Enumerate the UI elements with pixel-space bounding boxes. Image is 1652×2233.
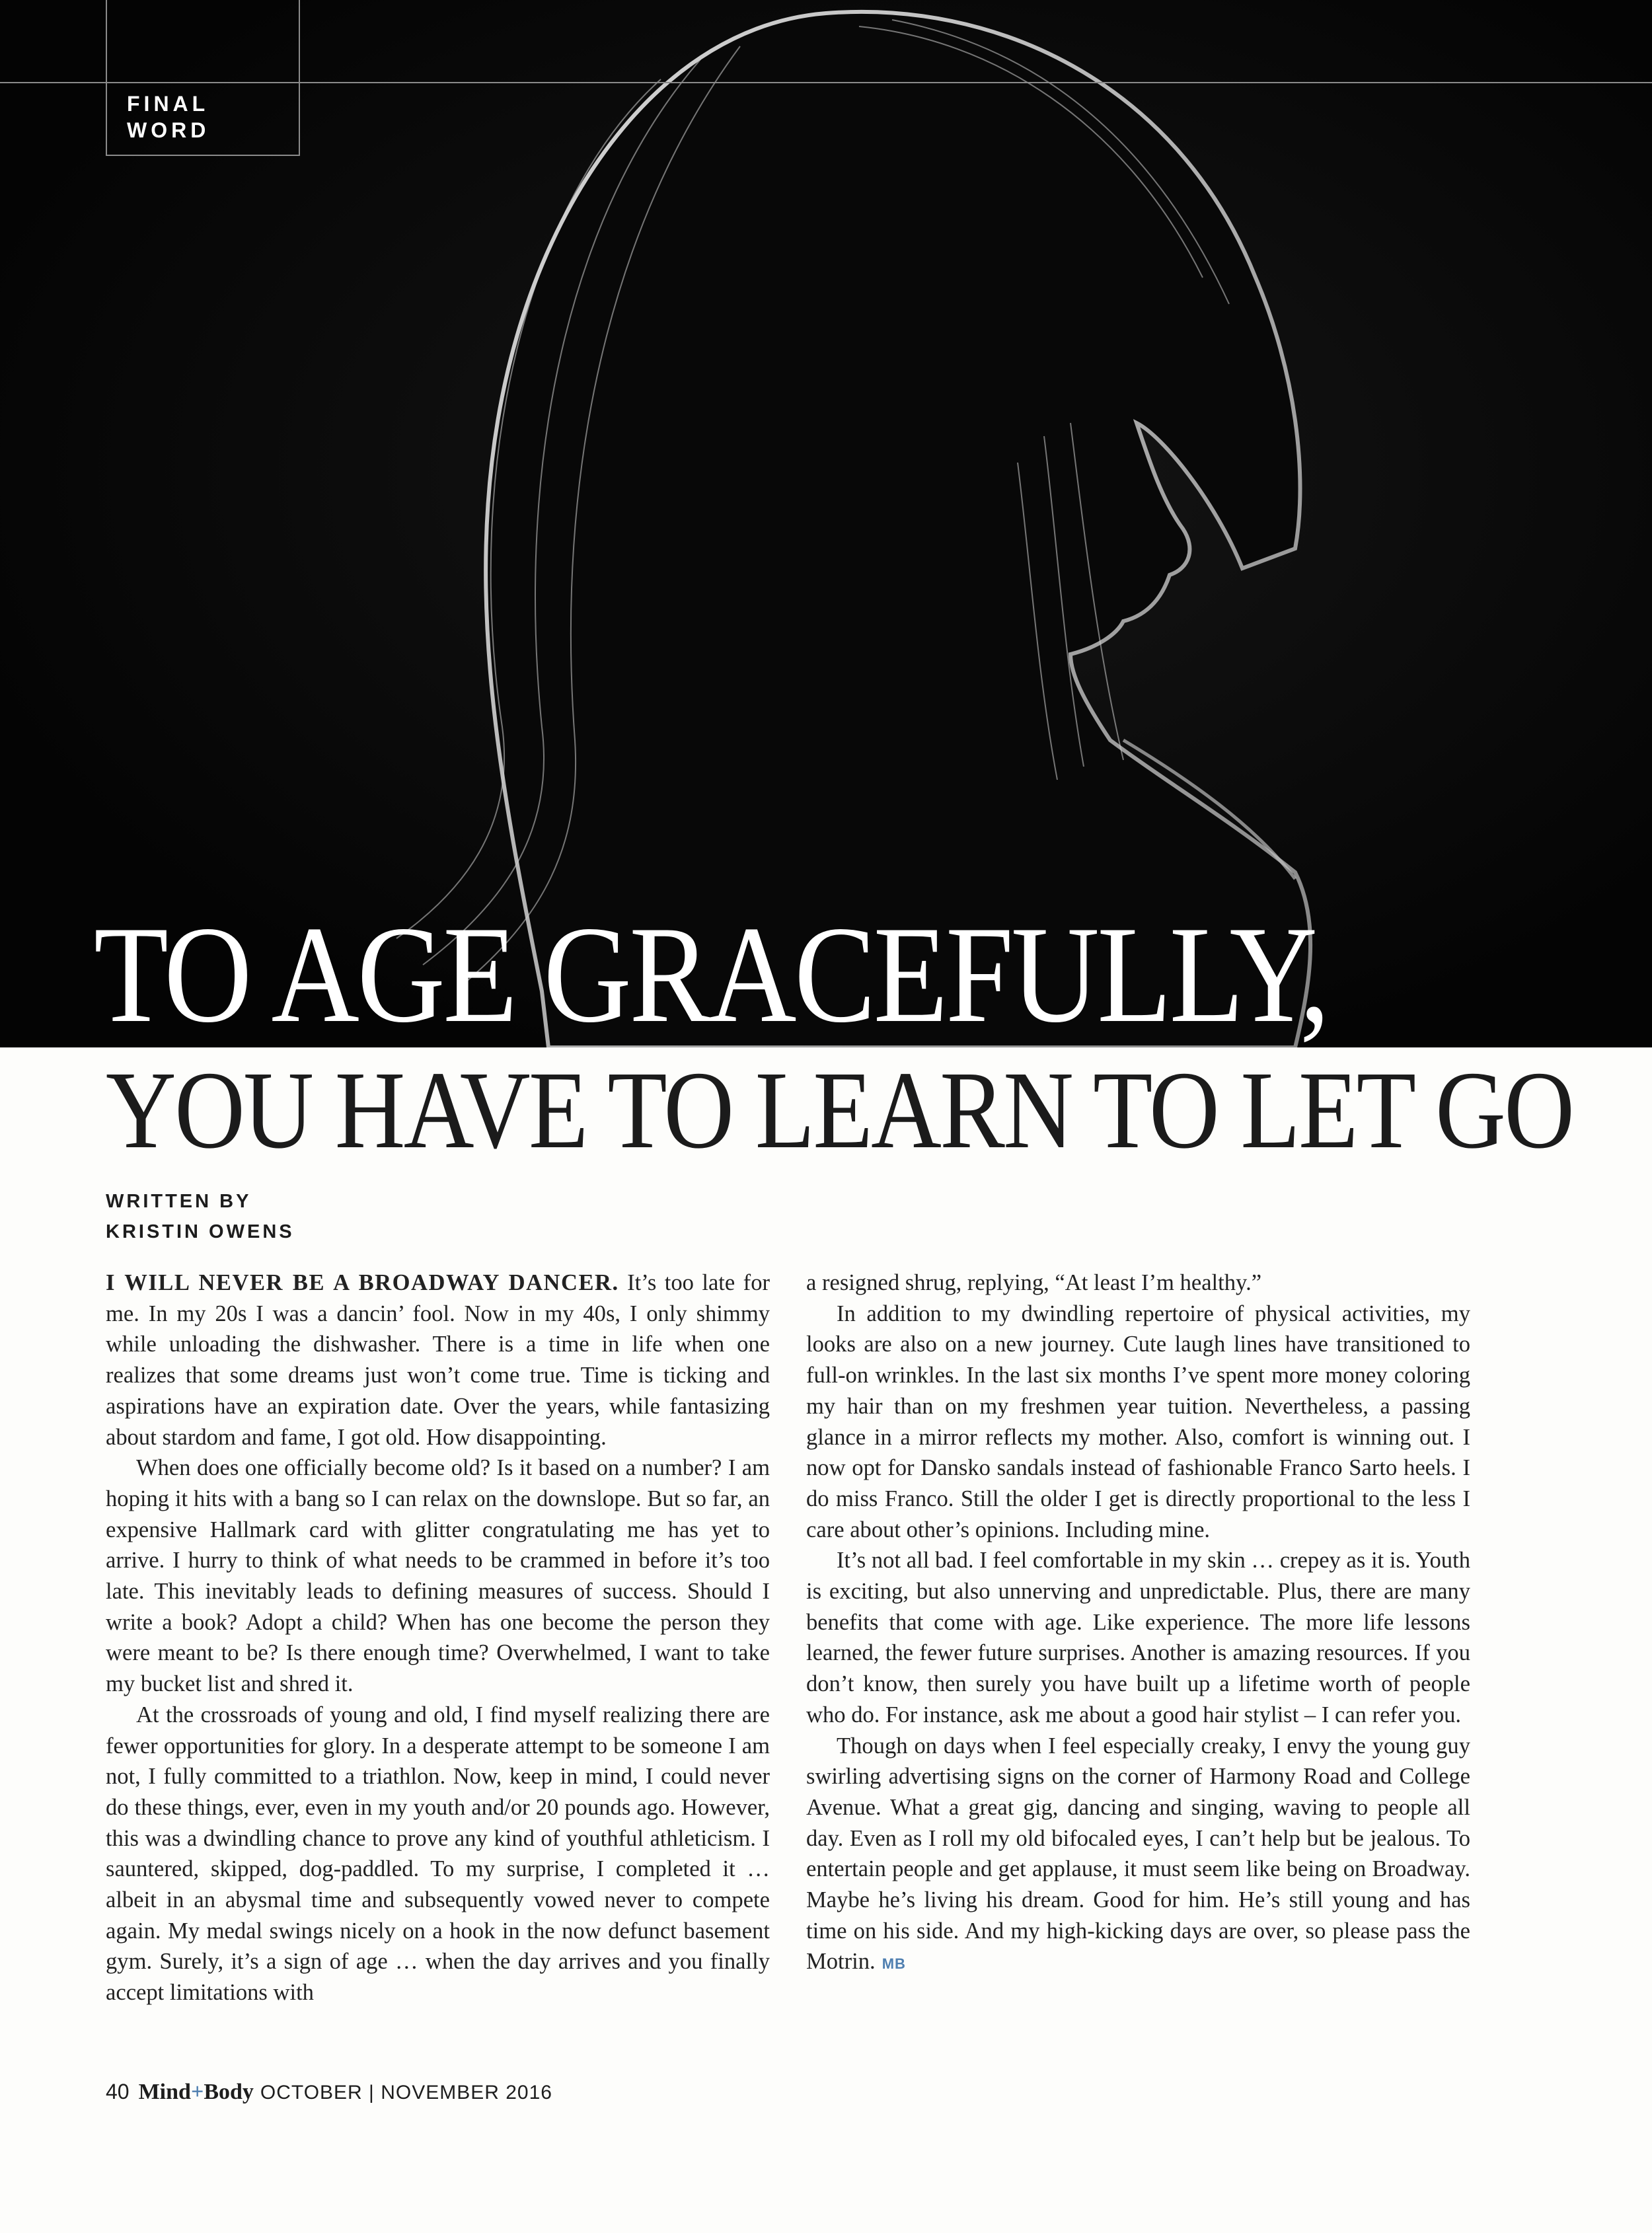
magazine-plus: + bbox=[190, 2080, 204, 2104]
article-paragraph: In addition to my dwindling repertoire of physical activities, my looks are also on a new journey. Cute laugh lines have transitioned to full-on wrinkles. In the last six months I’ve spent more money coloring my hair than on my freshmen year tuition. Nevertheless, a passing glance in a mirror reflects my mother. Also, comfort is winning out. I now opt for Dansko sandals instead of fashionable Franco Sarto heels. I do miss Franco. Still the older I get is directly proportional to the less I care about other’s opinions. Including mine. bbox=[806, 1301, 1470, 1542]
headline-line1: TO AGE GRACEFULLY, bbox=[94, 898, 1328, 1051]
article-column-right bbox=[806, 1268, 1470, 1980]
end-mark: MB bbox=[882, 1955, 906, 1973]
section-label-line2: WORD bbox=[127, 118, 210, 142]
article-paragraph bbox=[806, 1731, 1470, 1981]
article-paragraph-text: Though on days when I feel especially creaky, I envy the young guy swirling advertising signs on the corner of Harmony Road and College Avenue. What a great gig, dancing and singing, waving to people all day. Even as I roll my old bifocaled eyes, I can’t help but be jealous. To entertain people and get applause, it must seem like being on Broadway. Maybe he’s living his dream. Good for him. He’s still young and has time on his side. And my high-kicking days are over, so please pass the Motrin. bbox=[806, 1733, 1470, 1975]
byline-label: WRITTEN BY bbox=[106, 1191, 252, 1212]
article-paragraph: a resigned shrug, replying, “At least I’m healthy.” bbox=[806, 1270, 1262, 1295]
magazine-name-part1: Mind bbox=[138, 2080, 191, 2104]
article-paragraph-text: It’s too late for me. In my 20s I was a dancin’ fool. Now in my 40s, I only shimmy while unloading the dishwasher. There is a time in life when one realizes that some dreams just won’t come true. Time is ticking and aspirations have an expiration date. Over the years, while fantasizing about stardom and fame, I got old. How disappointing. bbox=[106, 1270, 770, 1450]
issue-date: OCTOBER | NOVEMBER 2016 bbox=[260, 2082, 552, 2103]
section-label-line1: FINAL bbox=[127, 92, 209, 116]
section-label bbox=[127, 91, 209, 143]
headline-line2: YOU HAVE TO LEARN TO LET GO bbox=[106, 1049, 1573, 1172]
byline bbox=[106, 1186, 295, 1247]
article-paragraph: When does one officially become old? Is it based on a number? I am hoping it hits with a bang so I can relax on the downslope. But so far, an expensive Hallmark card with glitter congratulating me has yet to arrive. I hurry to think of what needs to be crammed in before it’s too late. This inevitably leads to defining measures of success. Should I write a book? Adopt a child? When has one become the person they were meant to be? Is there enough time? Overwhelmed, I want to take my bucket list and shred it. bbox=[106, 1455, 770, 1697]
byline-author: KRISTIN OWENS bbox=[106, 1221, 295, 1242]
hero-photo bbox=[0, 0, 1652, 1051]
folio bbox=[106, 2078, 552, 2106]
article-paragraph: At the crossroads of young and old, I find myself realizing there are fewer opportunities for glory. In a desperate attempt to be someone I am not, I fully committed to a triathlon. Now, keep in mind, I could never do these things, ever, even in my youth and/or 20 pounds ago. However, this was a dwindling chance to prove any kind of youthful athleticism. I sauntered, skipped, dog-paddled. To my surprise, I completed it … albeit in an abysmal time and subsequently vowed never to compete again. My medal swings nicely on a hook in the now defunct basement gym. Surely, it’s a sign of age … when the day arrives and you finally accept limitations with bbox=[106, 1702, 770, 2006]
article-lead-in: I WILL NEVER BE A BROADWAY DANCER. bbox=[106, 1270, 619, 1295]
page-number: 40 bbox=[106, 2080, 130, 2103]
magazine-name-part2: Body bbox=[204, 2080, 254, 2104]
article-column-left bbox=[106, 1268, 770, 2008]
silhouette-photo-icon bbox=[0, 0, 1652, 1051]
article-paragraph bbox=[106, 1268, 770, 1453]
article-paragraph: It’s not all bad. I feel comfortable in my skin … crepey as it is. Youth is exciting, but also unnerving and unpredictable. Plus, there are many benefits that come with age. Like experience. The more life lessons learned, the fewer future surprises. Another is amazing resources. If you don’t know, then surely you have built up a lifetime worth of people who do. For instance, ask me about a good hair stylist – I can refer you. bbox=[806, 1548, 1470, 1727]
section-tag-box bbox=[106, 0, 300, 156]
